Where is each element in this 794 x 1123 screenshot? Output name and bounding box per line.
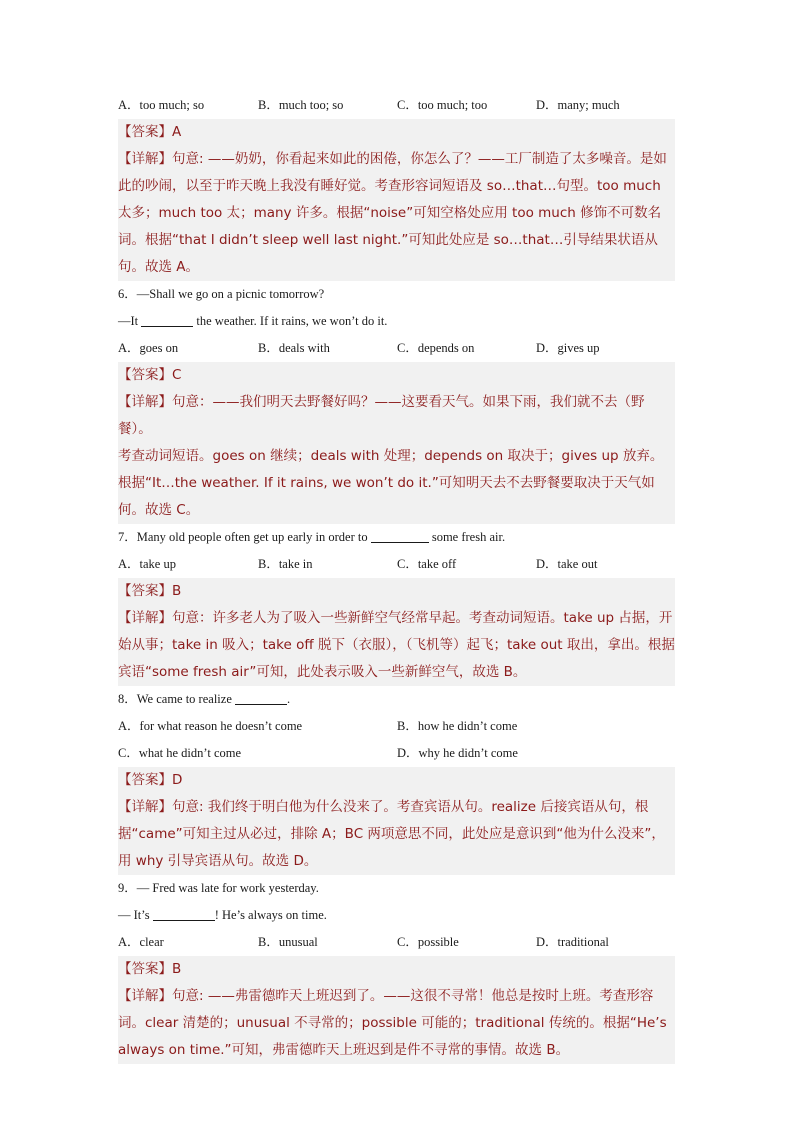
- q6-option-c: C．depends on: [397, 341, 475, 355]
- q8-option-b: B．how he didn’t come: [397, 719, 518, 733]
- q9-stem-1: 9．— Fred was late for work yesterday.: [118, 881, 319, 895]
- q9-detail: 【详解】句意: ——弗雷德昨天上班迟到了。——这很不寻常！他总是按时上班。考查形容词。clear 清楚的；unusual 不寻常的；possible 可能的；traditional 传统的。根据“He’s always on time.”可知，弗雷德昨天上班迟到是件不寻常的事情。故选 B。: [118, 988, 667, 1058]
- q9-stem-2: [118, 902, 675, 929]
- q9-option-a: A．clear: [118, 935, 164, 949]
- q9-answer: 【答案】B: [118, 961, 182, 977]
- q8-stem-b: .: [287, 692, 291, 706]
- q9-option-d: D．traditional: [536, 935, 609, 949]
- q8-stem: [118, 686, 675, 713]
- q8-option-d: D．why he didn’t come: [397, 746, 518, 760]
- q5-detail: 【详解】句意: ——奶奶，你看起来如此的困倦，你怎么了？——工厂制造了太多噪音。是如此的吵闹，以至于昨天晚上我没有睡好觉。考查形容词短语及 so…that…句型。too much 太多；much too 太；many 许多。根据“noise”可知空格处应用 too much 修饰不可数名词。根据“that I didn’t sleep well last night.”可知此处应是 so…that…引导结果状语从句。故选 A。: [118, 151, 667, 275]
- q9-options: [118, 929, 675, 956]
- q8-answer: 【答案】D: [118, 772, 183, 788]
- q6-stem-1: 6．—Shall we go on a picnic tomorrow?: [118, 287, 325, 301]
- q6-option-d: D．gives up: [536, 341, 600, 355]
- q8-option-a: A．for what reason he doesn’t come: [118, 719, 303, 733]
- q9-option-c: C．possible: [397, 935, 459, 949]
- q5-option-d: D．many; much: [536, 98, 620, 112]
- q6-option-a: A．goes on: [118, 341, 179, 355]
- q6-answer-block: [118, 362, 675, 524]
- q6-option-b: B．deals with: [258, 341, 330, 355]
- q9-blank: [153, 906, 215, 921]
- q8-blank: [235, 690, 287, 705]
- q7-option-a: A．take up: [118, 557, 176, 571]
- q5-answer: 【答案】A: [118, 124, 182, 140]
- q5-options: [118, 92, 675, 119]
- q9-stem-2b: ! He’s always on time.: [214, 908, 327, 922]
- q7-option-b: B．take in: [258, 557, 313, 571]
- q6-stem-2: [118, 308, 675, 335]
- q6-options: [118, 335, 675, 362]
- q6-blank: [141, 312, 193, 327]
- q8-answer-block: [118, 767, 675, 875]
- q6-stem-2b: the weather. If it rains, we won’t do it.: [196, 314, 388, 328]
- q7-options: [118, 551, 675, 578]
- q7-detail: 【详解】句意：许多老人为了吸入一些新鲜空气经常早起。考查动词短语。take up 占据，开始从事；take in 吸入；take off 脱下（衣服），（飞机等）起飞；take out 取出，拿出。根据宾语“some fresh air”可知，此处表示吸入一些新鲜空气，故选 B。: [118, 610, 675, 680]
- q5-option-c: C．too much; too: [397, 98, 488, 112]
- q8-option-c: C．what he didn’t come: [118, 746, 242, 760]
- q6-detail-1: 【详解】句意：——我们明天去野餐好吗？——这要看天气。如果下雨，我们就不去（野餐）。: [118, 394, 645, 437]
- q7-stem-b: some fresh air.: [431, 530, 506, 544]
- q5-option-a: A．too much; so: [118, 98, 205, 112]
- document-page: [118, 92, 675, 1064]
- q8-options-row-1: [118, 713, 675, 740]
- q8-options-row-2: [118, 740, 675, 767]
- q9-option-b: B．unusual: [258, 935, 318, 949]
- q5-answer-block: [118, 119, 675, 281]
- q9-answer-block: [118, 956, 675, 1064]
- q6-stem-2a: —It: [118, 314, 139, 328]
- q9-stem-2a: — It’s: [118, 908, 150, 922]
- q7-option-c: C．take off: [397, 557, 457, 571]
- q7-stem: [118, 524, 675, 551]
- q7-answer: 【答案】B: [118, 583, 182, 599]
- q7-answer-block: [118, 578, 675, 686]
- q7-stem-a: 7．Many old people often get up early in order to: [118, 530, 368, 544]
- q7-option-d: D．take out: [536, 557, 598, 571]
- q8-stem-a: 8．We came to realize: [118, 692, 232, 706]
- q7-blank: [371, 528, 429, 543]
- q6-detail-2: 考查动词短语。goes on 继续；deals with 处理；depends on 取决于；gives up 放弃。根据“It…the weather. If it rains, we won’t do it.”可知明天去不去野餐要取决于天气如何。故选 C。: [118, 448, 664, 518]
- q5-option-b: B．much too; so: [258, 98, 344, 112]
- q6-answer: 【答案】C: [118, 367, 182, 383]
- q8-detail: 【详解】句意: 我们终于明白他为什么没来了。考查宾语从句。realize 后接宾语从句，根据“came”可知主过从必过，排除 A；BC 两项意思不同，此处应是意识到“他为什么没来”，用 why 引导宾语从句。故选 D。: [118, 799, 665, 869]
